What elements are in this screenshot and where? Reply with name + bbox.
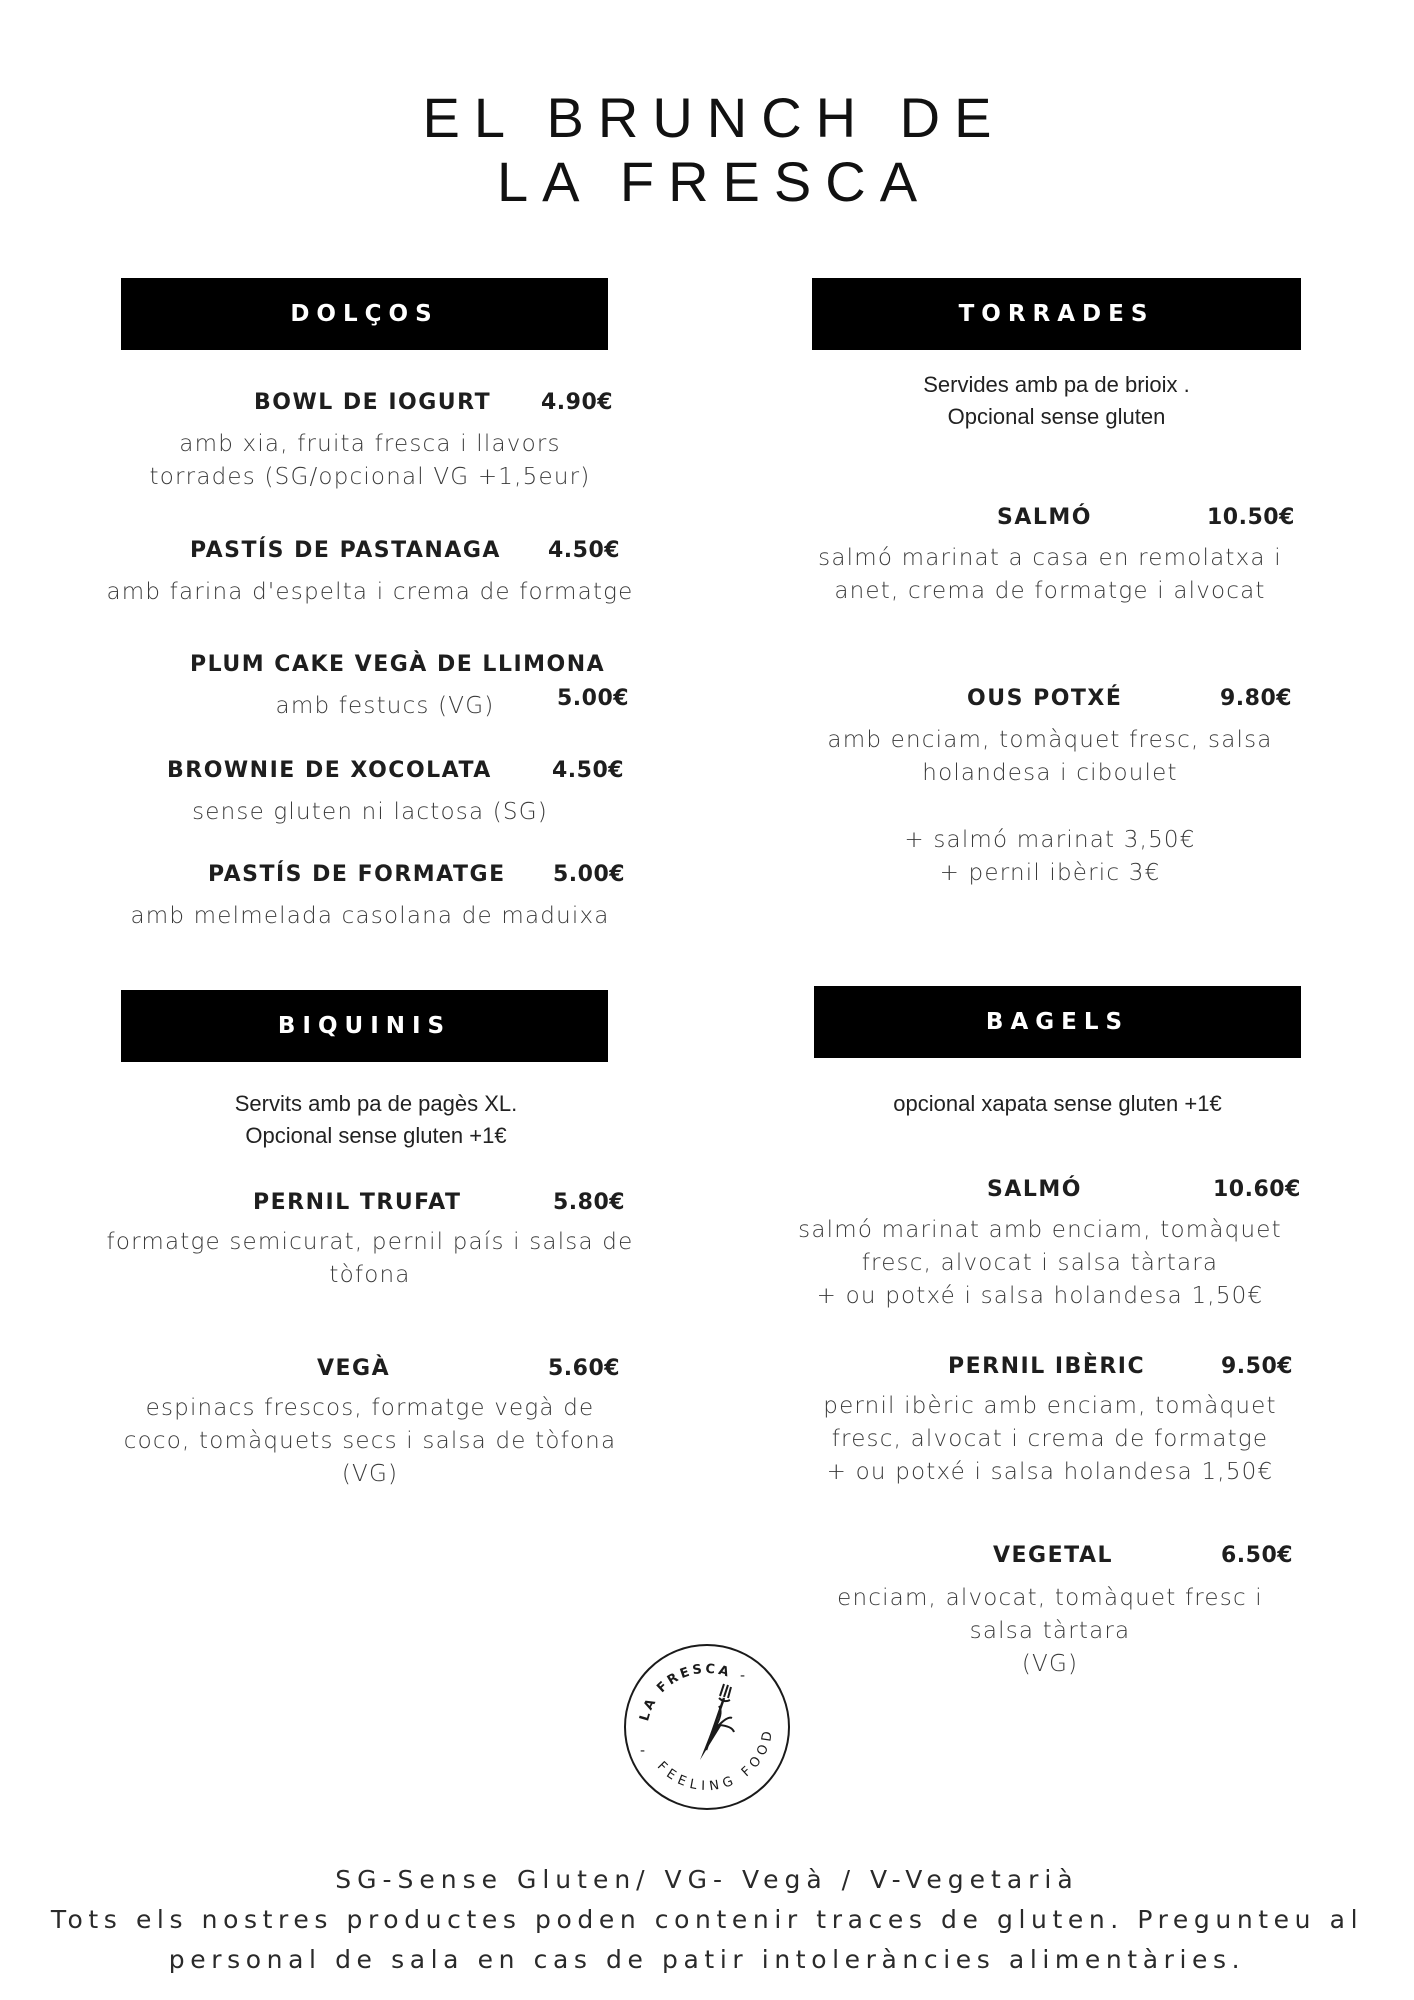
logo-bottom-text: FEELING FOOD: [653, 1725, 777, 1795]
item-description: [760, 724, 1340, 790]
section-note: [121, 1088, 631, 1152]
desc-line: salsa tàrtara: [969, 1618, 1131, 1644]
section-note: [814, 1088, 1301, 1120]
desc-line: (VG): [1021, 1651, 1079, 1677]
desc-line: fresc, alvocat i salsa tàrtara: [861, 1250, 1219, 1276]
item-name: PERNIL TRUFAT: [253, 1190, 462, 1215]
item-description: [750, 1214, 1330, 1313]
la-fresca-logo: [620, 1640, 795, 1815]
item-description: [60, 796, 680, 829]
item-description: [760, 542, 1340, 608]
desc-line: enciam, alvocat, tomàquet fresc i: [837, 1585, 1263, 1611]
section-header-dolcos: DOLÇOS: [121, 278, 608, 350]
item-name: BROWNIE DE XOCOLATA: [167, 758, 492, 783]
item-price: 5.60€: [548, 1356, 621, 1381]
desc-line: salmó marinat amb enciam, tomàquet: [798, 1217, 1282, 1243]
item-name: VEGÀ: [317, 1356, 391, 1381]
section-header-torrades: TORRADES: [812, 278, 1301, 350]
item-description: [760, 1582, 1340, 1681]
item-description: [60, 576, 680, 609]
item-price: 10.50€: [1207, 505, 1295, 530]
logo-dash: -: [640, 1743, 646, 1759]
desc-line: torrades (SG/opcional VG +1,5eur): [149, 464, 591, 490]
logo-top-text: LA FRESCA: [637, 1661, 734, 1723]
item-price: 9.50€: [1221, 1354, 1294, 1379]
item-name: VEGETAL: [993, 1543, 1113, 1568]
note-line: opcional xapata sense gluten +1€: [893, 1091, 1222, 1116]
note-line: Opcional sense gluten +1€: [245, 1123, 507, 1148]
desc-line: amb melmelada casolana de maduixa: [130, 903, 610, 929]
item-price: 5.80€: [553, 1190, 626, 1215]
desc-line: amb farina d'espelta i crema de formatge: [106, 579, 634, 605]
item-name: PLUM CAKE VEGÀ DE LLIMONA: [190, 652, 606, 677]
desc-line: amb xia, fruita fresca i llavors: [179, 431, 561, 457]
note-line: Servits amb pa de pagès XL.: [234, 1091, 518, 1116]
item-price: 4.50€: [548, 538, 621, 563]
desc-line: pernil ibèric amb enciam, tomàquet: [823, 1393, 1277, 1419]
desc-line: formatge semicurat, pernil país i salsa de: [106, 1229, 634, 1255]
item-extras: [760, 824, 1340, 890]
item-price: 5.00€: [557, 686, 630, 711]
desc-line: amb enciam, tomàquet fresc, salsa: [827, 727, 1273, 753]
desc-line: espinacs frescos, formatge vegà de: [145, 1395, 595, 1421]
item-name: BOWL DE IOGURT: [254, 390, 492, 415]
item-name: SALMÓ: [997, 505, 1092, 530]
item-price: 4.50€: [552, 758, 625, 783]
note-line: Opcional sense gluten: [947, 404, 1166, 429]
desc-line: (VG): [341, 1461, 399, 1487]
item-description: [760, 1390, 1340, 1489]
logo-dash: -: [740, 1668, 746, 1684]
desc-line: fresc, alvocat i crema de formatge: [831, 1426, 1269, 1452]
desc-line: amb festucs (VG): [275, 693, 495, 719]
section-note: [812, 369, 1301, 433]
title-line-2: LA FRESCA: [496, 150, 932, 213]
note-line: Servides amb pa de brioix .: [923, 372, 1190, 397]
desc-line: anet, crema de formatge i alvocat: [834, 578, 1266, 604]
item-description: [50, 1226, 690, 1292]
desc-line: coco, tomàquets secs i salsa de tòfona: [123, 1428, 617, 1454]
item-name: PASTÍS DE PASTANAGA: [190, 538, 501, 563]
desc-line: + ou potxé i salsa holandesa 1,50€: [826, 1459, 1274, 1485]
item-price: 5.00€: [553, 862, 626, 887]
item-description: [60, 428, 680, 494]
page-title: [0, 86, 1414, 214]
item-price: 9.80€: [1220, 686, 1293, 711]
title-line-1: EL BRUNCH DE: [422, 86, 1006, 149]
extra-line: + salmó marinat 3,50€: [904, 827, 1196, 853]
item-description: [210, 690, 560, 723]
item-name: OUS POTXÉ: [967, 686, 1123, 711]
section-header-bagels: BAGELS: [814, 986, 1301, 1058]
footer-legend: SG-Sense Gluten/ VG- Vegà / V-Vegetarià: [335, 1865, 1079, 1894]
item-name: PASTÍS DE FORMATGE: [208, 862, 506, 887]
desc-line: holandesa i ciboulet: [922, 760, 1178, 786]
item-description: [60, 1392, 680, 1491]
item-price: 4.90€: [541, 390, 614, 415]
section-header-biquinis: BIQUINIS: [121, 990, 608, 1062]
item-price: 6.50€: [1221, 1543, 1294, 1568]
desc-line: + ou potxé i salsa holandesa 1,50€: [816, 1283, 1264, 1309]
item-description: [60, 900, 680, 933]
desc-line: tòfona: [329, 1262, 411, 1288]
item-price: 10.60€: [1213, 1177, 1301, 1202]
extra-line: + pernil ibèric 3€: [939, 860, 1161, 886]
item-name: PERNIL IBÈRIC: [948, 1354, 1146, 1379]
desc-line: salmó marinat a casa en remolatxa i: [818, 545, 1282, 571]
desc-line: sense gluten ni lactosa (SG): [192, 799, 548, 825]
footer-line-1: Tots els nostres productes poden contenir traces de gluten. Pregunteu al: [50, 1905, 1364, 1934]
item-name: SALMÓ: [987, 1177, 1082, 1202]
carrot-fork-icon: [700, 1684, 734, 1760]
footer-line-2: personal de sala en cas de patir intoleràncies alimentàries.: [168, 1945, 1246, 1974]
